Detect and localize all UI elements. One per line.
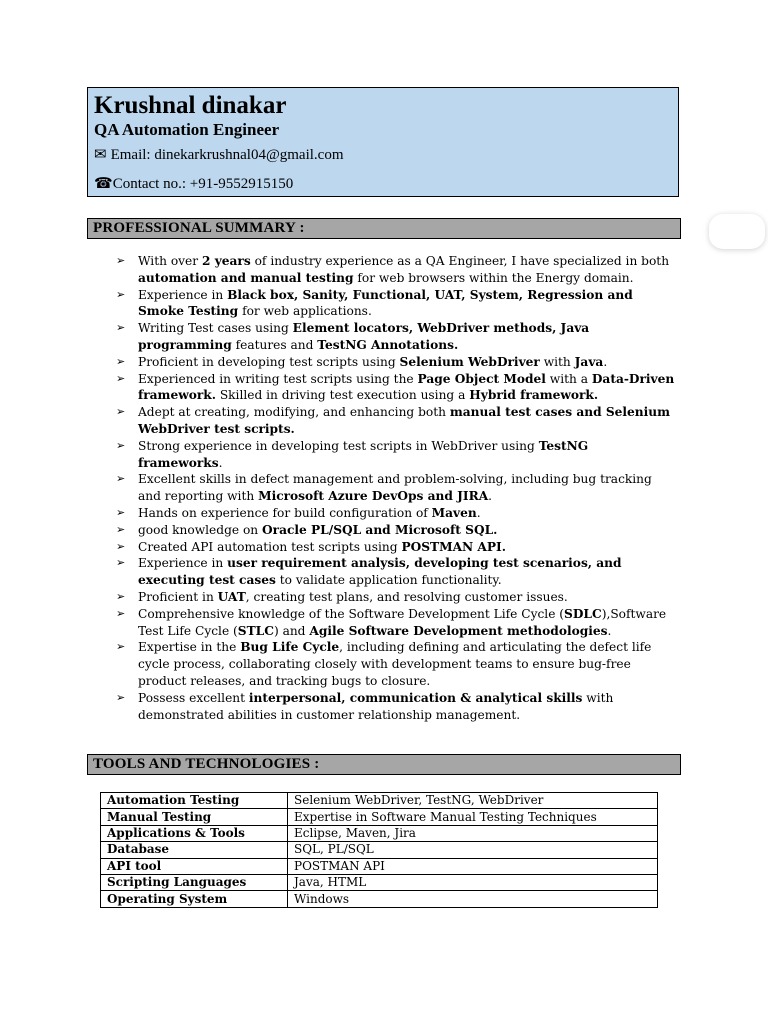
tool-value: POSTMAN API (288, 858, 658, 874)
summary-text: with (539, 354, 575, 369)
summary-item (116, 287, 676, 321)
tool-value: Expertise in Software Manual Testing Techniques (288, 809, 658, 825)
bullet-arrow-icon: ➢ (116, 371, 126, 385)
tools-row (101, 858, 658, 874)
bullet-arrow-icon: ➢ (116, 254, 126, 267)
summary-text: ) and (273, 623, 310, 638)
summary-text: with a (545, 371, 592, 386)
summary-emphasis: manual test cases and Selenium WebDriver test scripts. (138, 405, 671, 436)
job-title: QA Automation Engineer (94, 120, 280, 139)
tools-row (101, 809, 658, 825)
summary-text: . (218, 455, 223, 470)
summary-emphasis: SDLC (564, 606, 602, 621)
summary-text: features and (231, 337, 318, 352)
summary-emphasis: automation and manual testing (138, 270, 354, 285)
summary-text: Experience in (138, 556, 228, 571)
bullet-arrow-icon: ➢ (116, 690, 126, 704)
summary-emphasis: Microsoft Azure DevOps and JIRA (258, 489, 489, 504)
summary-item (116, 471, 676, 505)
summary-section-title: PROFESSIONAL SUMMARY : (87, 218, 681, 239)
tool-value: Selenium WebDriver, TestNG, WebDriver (288, 793, 658, 809)
summary-text: Hands on experience for build configuration of (138, 505, 432, 520)
summary-emphasis: Data-Driven framework. (138, 371, 675, 403)
tools-row (101, 874, 658, 890)
summary-text: good knowledge on (138, 522, 263, 537)
summary-list (116, 253, 676, 723)
tools-row (101, 842, 658, 858)
summary-text: . (476, 505, 481, 520)
summary-text: . (607, 623, 612, 638)
summary-text: Proficient in (138, 589, 218, 604)
bullet-arrow-icon: ➢ (116, 405, 126, 419)
tools-table (100, 792, 658, 908)
tools-row (101, 793, 658, 809)
summary-emphasis: Agile Software Development methodologies (309, 623, 608, 638)
summary-emphasis: TestNG Annotations. (317, 337, 459, 352)
summary-text: , creating test plans, and resolving customer issues. (245, 589, 568, 604)
tool-value: Eclipse, Maven, Jira (288, 825, 658, 841)
tool-category: Applications & Tools (101, 825, 288, 841)
summary-emphasis: TestNG frameworks (138, 438, 589, 470)
tools-row (101, 891, 658, 907)
summary-emphasis: user requirement analysis, developing test scenarios, and executing test cases (138, 556, 622, 588)
summary-text: Comprehensive knowledge of the Software Development Life Cycle ( (138, 606, 565, 621)
candidate-name: Krushnal dinakar (94, 92, 287, 119)
summary-emphasis: Page Object Model (417, 371, 546, 386)
bullet-arrow-icon: ➢ (116, 539, 126, 553)
email-line (94, 145, 344, 164)
summary-emphasis: Bug Life Cycle (240, 640, 340, 655)
summary-text: Expertise in the (138, 640, 241, 655)
bullet-arrow-icon: ➢ (116, 321, 126, 335)
summary-emphasis: POSTMAN API. (401, 539, 506, 554)
summary-emphasis: Maven (431, 505, 477, 520)
summary-text: for web browsers within the Energy domain. (353, 270, 634, 285)
tool-value: Windows (288, 891, 658, 907)
summary-text: Created API automation test scripts using (138, 539, 402, 554)
phone-text: Contact no.: +91-9552915150 (112, 176, 294, 192)
summary-item (116, 589, 676, 606)
summary-item (116, 320, 676, 354)
header-box (87, 87, 679, 197)
summary-item (116, 371, 676, 405)
summary-item (116, 438, 676, 472)
summary-text: ),Software Test Life Cycle ( (138, 606, 667, 638)
tool-category: Operating System (101, 891, 288, 907)
tools-section-title: TOOLS AND TECHNOLOGIES : (87, 754, 681, 775)
summary-item (116, 606, 676, 640)
summary-text: Proficient in developing test scripts using (138, 354, 400, 369)
summary-text: to validate application functionality. (275, 573, 502, 588)
summary-text: for web applications. (238, 304, 372, 319)
bullet-arrow-icon: ➢ (116, 287, 126, 301)
summary-item (116, 505, 676, 522)
summary-item (116, 404, 676, 438)
summary-text: Experienced in writing test scripts using the (138, 371, 418, 386)
bullet-arrow-icon: ➢ (116, 505, 126, 519)
phone-line (94, 174, 293, 193)
tool-category: Scripting Languages (101, 874, 288, 890)
bullet-arrow-icon: ➢ (116, 640, 126, 654)
tools-row (101, 825, 658, 841)
summary-emphasis: STLC (237, 623, 274, 638)
tool-category: API tool (101, 858, 288, 874)
summary-item (116, 522, 676, 539)
bullet-arrow-icon: ➢ (116, 589, 126, 603)
summary-text: with demonstrated abilities in customer relationship management. (138, 690, 614, 722)
summary-item (116, 639, 676, 689)
summary-text: , including defining and articulating the defect life cycle process, collaborating closely with development teams to ensure bug-free product releases, and tracking bugs to closure. (138, 640, 652, 688)
email-text: Email: dinekarkrushnal04@gmail.com (110, 147, 344, 163)
summary-item (116, 354, 676, 371)
summary-text: Experience in (138, 287, 228, 302)
bullet-arrow-icon: ➢ (116, 522, 126, 536)
floating-overlay-button[interactable] (709, 214, 765, 249)
summary-text: of industry experience as a QA Engineer, I have specialized in both (250, 254, 670, 268)
summary-emphasis: UAT (217, 589, 246, 604)
summary-emphasis: Java (574, 354, 604, 369)
summary-text: Strong experience in developing test scripts in WebDriver using (138, 438, 539, 453)
summary-text: Skilled in driving test execution using a (215, 388, 470, 403)
bullet-arrow-icon: ➢ (116, 354, 126, 368)
summary-text: Adept at creating, modifying, and enhancing both (138, 405, 450, 420)
tool-category: Database (101, 842, 288, 858)
tool-value: Java, HTML (288, 874, 658, 890)
summary-item (116, 690, 676, 724)
summary-emphasis: interpersonal, communication & analytical skills (248, 690, 583, 705)
bullet-arrow-icon: ➢ (116, 606, 126, 620)
summary-emphasis: Hybrid framework. (469, 388, 599, 403)
telephone-icon: ☎ (94, 176, 113, 192)
tool-category: Automation Testing (101, 793, 288, 809)
summary-item (116, 253, 676, 287)
summary-item (116, 555, 676, 589)
bullet-arrow-icon: ➢ (116, 472, 126, 486)
tool-category: Manual Testing (101, 809, 288, 825)
summary-text: Possess excellent (138, 690, 249, 705)
summary-emphasis: Element locators, WebDriver methods, Java programming (138, 321, 590, 352)
summary-emphasis: 2 years (201, 254, 251, 268)
tool-value: SQL, PL/SQL (288, 842, 658, 858)
envelope-icon: ✉ (94, 147, 107, 163)
bullet-arrow-icon: ➢ (116, 556, 126, 570)
summary-emphasis: Selenium WebDriver (399, 354, 540, 369)
summary-text: With over (138, 254, 202, 268)
summary-text: Writing Test cases using (138, 321, 293, 336)
summary-emphasis: Black box, Sanity, Functional, UAT, System, Regression and Smoke Testing (138, 287, 633, 319)
summary-emphasis: Oracle PL/SQL and Microsoft SQL. (262, 522, 498, 537)
summary-text: Excellent skills in defect management and problem-solving, including bug tracking and reporting with (138, 472, 652, 504)
summary-text: . (488, 489, 493, 504)
summary-text: . (603, 354, 608, 369)
bullet-arrow-icon: ➢ (116, 438, 126, 452)
summary-item (116, 539, 676, 556)
